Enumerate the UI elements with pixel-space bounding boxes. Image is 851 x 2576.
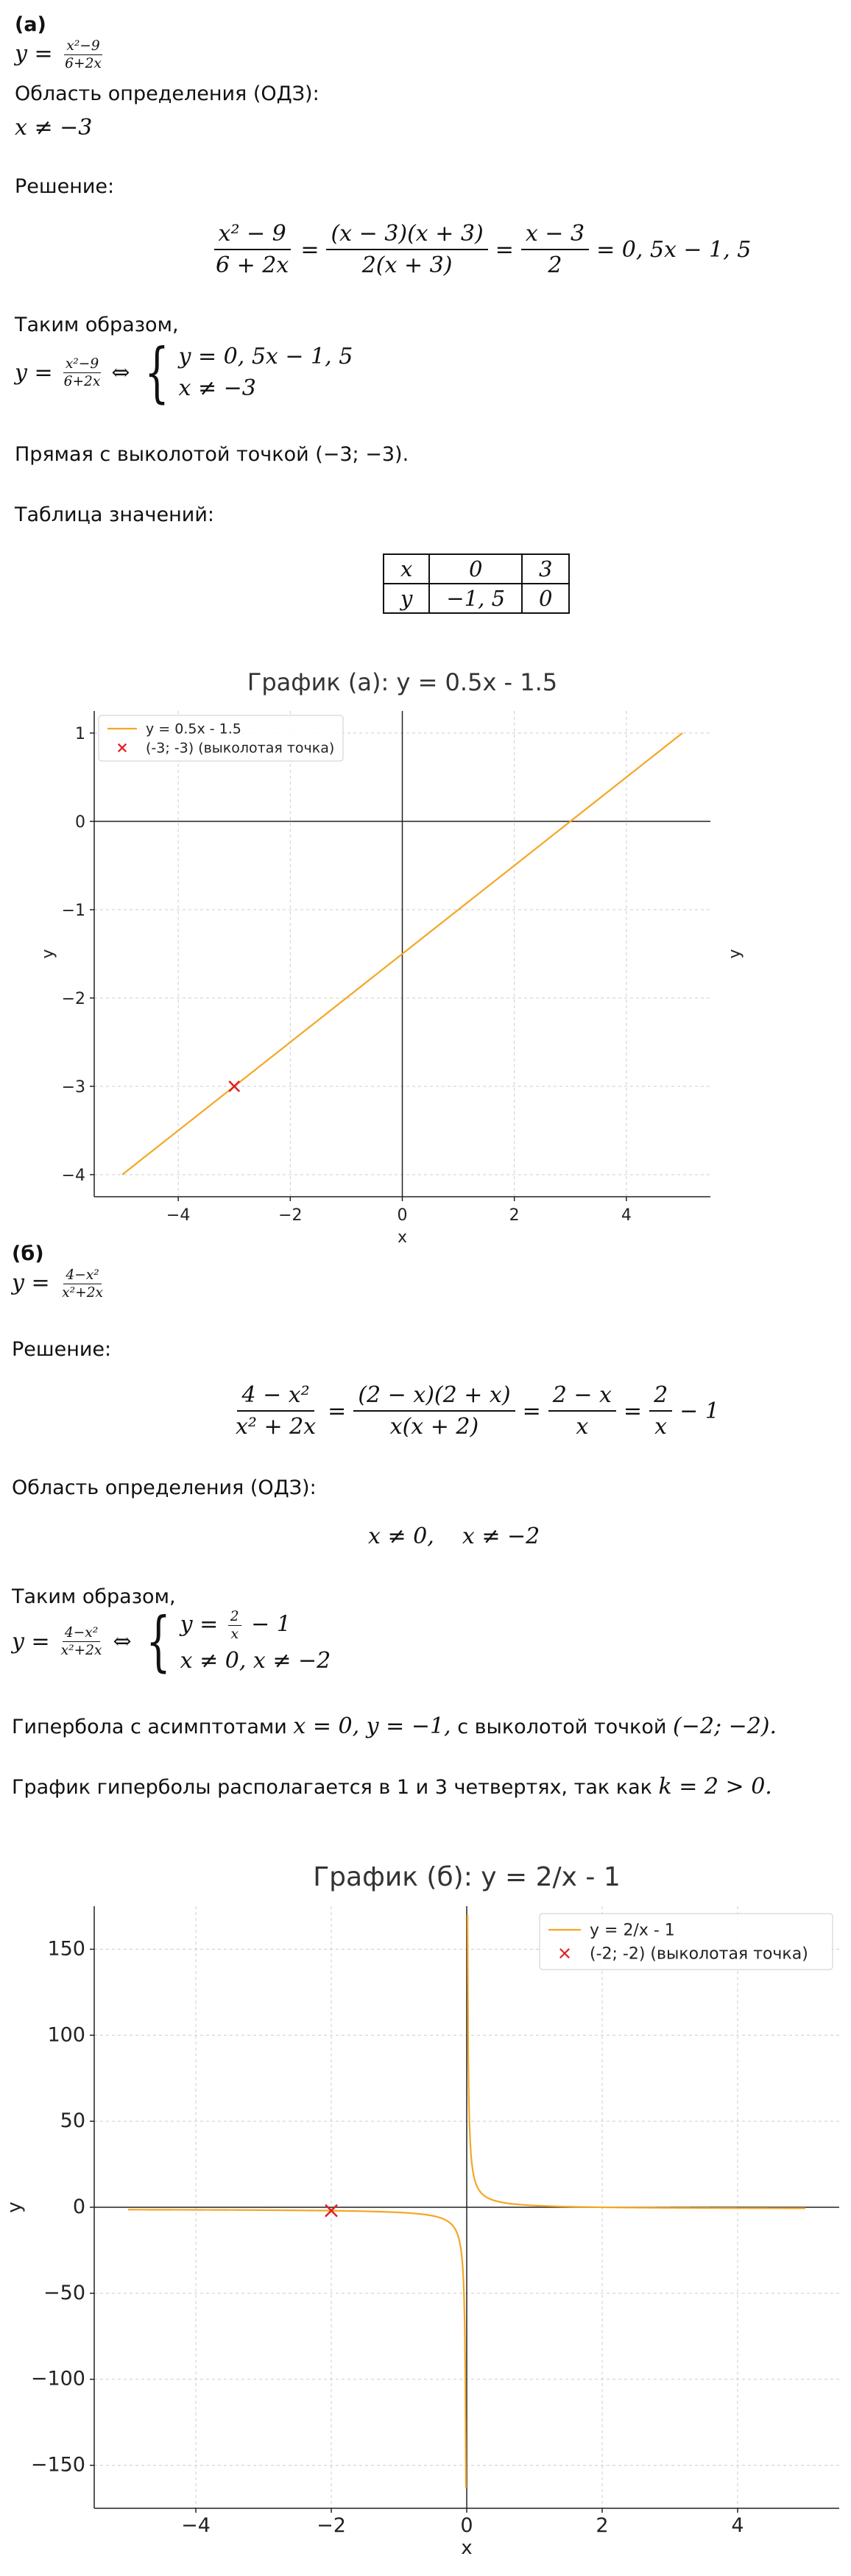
part-a-formula: y = $\frac{\text{x²−9}}{6+2x}$ [15,38,102,71]
chart-title: График (б): y = 2/x - 1 [313,1862,621,1892]
x-tick-label: 0 [460,2514,473,2537]
y-tick-label: −150 [30,2453,85,2477]
y-tick-label: 0 [72,2195,85,2218]
legend-label: (-3; -3) (выколотая точка) [146,740,335,757]
table-cell: 0 [522,584,569,613]
table-cell: 0 [429,554,522,584]
x-tick-label: 2 [596,2514,609,2537]
part-b-formula: y = $\frac{\text{4−x²}}{\text{x²+2x}}$ [12,1267,104,1301]
part-b-odz-label: Область определения (ОДЗ): [12,1476,317,1499]
part-b-derivation: $\frac{\text{4 − x²}}{\text{x² + 2x}}$ = $\frac{(2 - x)(2 + x)}{x(x + 2)}$ = $\frac{2 - x}{x}$ = $\frac{2}{x}$ − 1 [236,1382,719,1440]
table-row-x [384,554,569,584]
part-a-solution-label: Решение: [15,175,115,198]
part-a-odz-label: Область определения (ОДЗ): [15,82,319,105]
y-tick-label: −4 [61,1167,85,1185]
table-cell: x [384,554,429,584]
x-axis-label: x [397,1228,408,1247]
part-a-label: (а) [15,13,46,36]
x-tick-label: 2 [509,1206,520,1225]
part-a-system: y = $\frac{\text{x²−9}}{6+2x}$ ⇔ { y = 0, 5x − 1, 5 x ≠ −3 [15,334,353,410]
y-axis-label: y [39,949,57,959]
series-line [128,2209,466,2488]
chart-title: График (а): y = 0.5x - 1.5 [247,668,558,696]
x-tick-label: 0 [397,1206,408,1225]
x-tick-label: 4 [621,1206,632,1225]
values-table [383,553,570,614]
table-row-y [384,584,569,613]
table-cell: −1, 5 [429,584,522,613]
y-tick-label: 150 [47,1937,85,1961]
y-tick-label: −1 [61,902,85,920]
y-tick-label: −50 [43,2281,85,2304]
table-cell: y [384,584,429,613]
part-b-hyperbola-note: Гипербола с асимптотами x = 0, y = −1, с выколотой точкой (−2; −2). [12,1713,777,1739]
y-axis-label: y [4,2201,26,2213]
part-b-solution-label: Решение: [12,1338,112,1361]
part-b-system: y = $\frac{\text{4−x²}}{\text{x²+2x}}$ ⇔ { y = $\frac{2}{x}$ − 1 x ≠ 0, x ≠ −2 [12,1603,331,1679]
table-cell: 3 [522,554,569,584]
x-tick-label: −4 [166,1206,191,1225]
legend-label: y = 2/x - 1 [590,1921,675,1940]
y-tick-label: 0 [75,813,85,832]
x-tick-label: 4 [731,2514,744,2537]
chart-a [0,655,851,1259]
y-tick-label: −2 [61,990,85,1008]
y-tick-label: −100 [30,2367,85,2391]
part-a-thus-label: Таким образом, [15,314,179,336]
x-tick-label: −2 [278,1206,303,1225]
part-b-thus-label: Таким образом, [12,1585,176,1608]
part-a-table-label: Таблица значений: [15,503,214,526]
part-b-quadrant-note: График гиперболы располагается в 1 и 3 четвертях, так как k = 2 > 0. [12,1774,772,1800]
legend-label: (-2; -2) (выколотая точка) [590,1945,808,1964]
y-tick-label: 1 [75,725,85,743]
y-tick-label: 100 [47,2023,85,2047]
legend-label: y = 0.5x - 1.5 [146,721,241,737]
part-b-label: (б) [12,1242,44,1265]
part-a-odz-expr: x ≠ −3 [15,115,93,141]
part-a-line-note: Прямая с выколотой точкой (−3; −3). [15,443,409,466]
y-tick-label: −3 [61,1078,85,1097]
chart-b [0,1855,851,2576]
x-tick-label: −4 [181,2514,211,2537]
y-axis-label-right: y [726,949,744,959]
part-a-derivation: $\frac{\text{x² − 9}}{6 + 2x}$ = $\frac{(x - 3)(x + 3)}{2(x + 3)}$ = $\frac{x - 3}{2}$ = 0, 5x − 1, 5 [208,221,751,278]
x-tick-label: −2 [317,2514,346,2537]
y-tick-label: 50 [60,2109,85,2133]
part-b-odz-expr: x ≠ 0, x ≠ −2 [368,1524,540,1549]
x-axis-label: x [461,2537,473,2559]
